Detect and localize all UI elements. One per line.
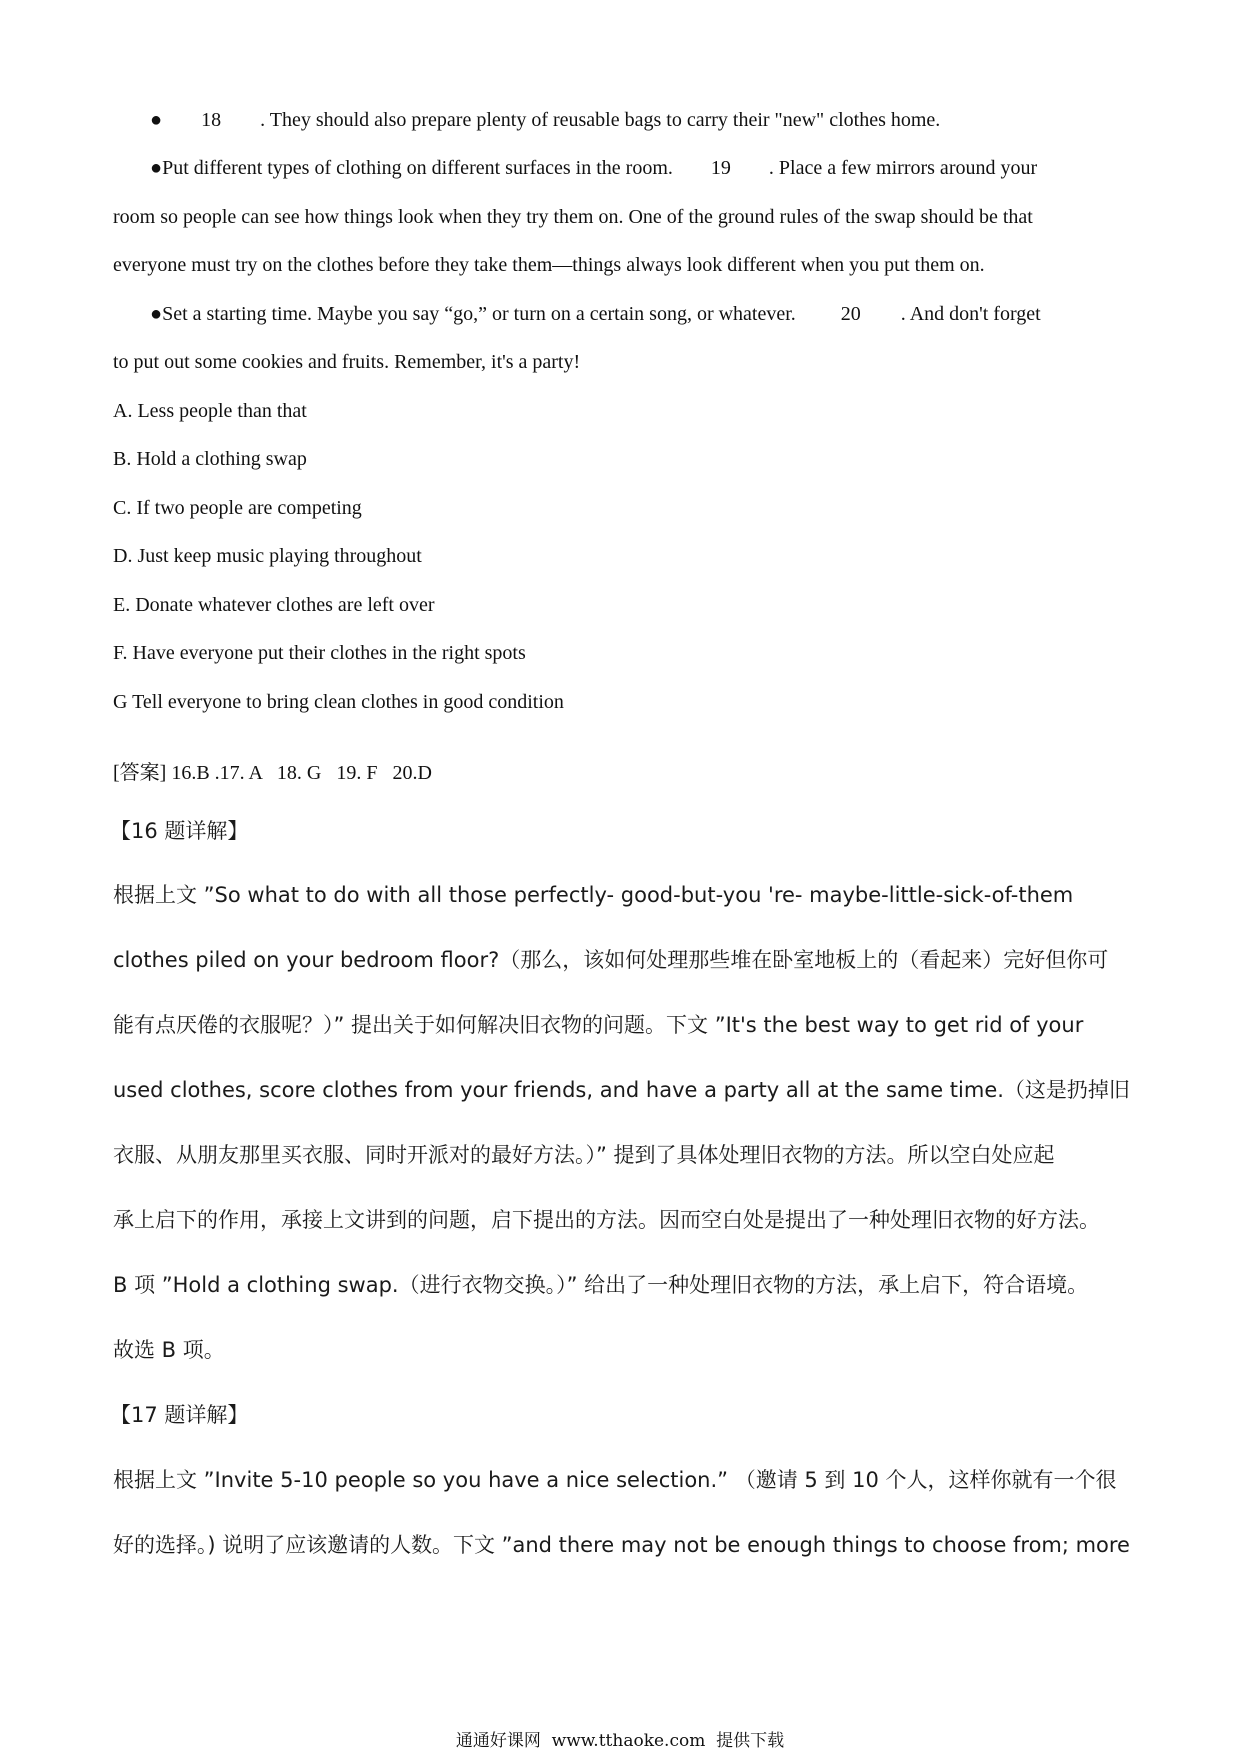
paragraph-19-line-3: everyone must try on the clothes before they take them—things always look different when you put them on. xyxy=(113,254,985,276)
q17-line-1: 根据上文 ”Invite 5-10 people so you have a nice selection.” （邀请 5 到 10 个人，这样你就有一个很 xyxy=(113,1468,1117,1492)
option-d: D. Just keep music playing throughout xyxy=(113,545,422,567)
q16-line-6: 承上启下的作用，承接上文讲到的问题，启下提出的方法。因而空白处是提出了一种处理旧衣物的好方法。 xyxy=(113,1208,1100,1232)
option-c: C. If two people are competing xyxy=(113,497,362,519)
q16-line-3: 能有点厌倦的衣服呢？）” 提出关于如何解决旧衣物的问题。下文 ”It's the best way to get rid of your xyxy=(113,1013,1084,1037)
paragraph-blank-18: ● 18 . They should also prepare plenty of reusable bags to carry their "new" clothes home. xyxy=(150,109,941,131)
q17-heading: 【17 题详解】 xyxy=(110,1403,249,1427)
option-b: B. Hold a clothing swap xyxy=(113,448,307,470)
paragraph-blank-19: ●Put different types of clothing on different surfaces in the room. 19 . Place a few mirrors around your xyxy=(150,157,1038,179)
q16-line-5: 衣服、从朋友那里买衣服、同时开派对的最好方法。）” 提到了具体处理旧衣物的方法。所以空白处应起 xyxy=(113,1143,1055,1167)
answer-key: [答案] 16.B .17. A 18. G 19. F 20.D xyxy=(113,762,432,784)
option-a: A. Less people than that xyxy=(113,400,307,422)
q17-line-2: 好的选择。) 说明了应该邀请的人数。下文 ”and there may not be enough things to choose from; more xyxy=(113,1533,1130,1557)
option-f: F. Have everyone put their clothes in the right spots xyxy=(113,642,526,664)
q16-line-1: 根据上文 ”So what to do with all those perfectly- good-but-you 're- maybe-little-sick-of-them xyxy=(113,883,1074,907)
footer-source: 通通好课网 www.tthaoke.com 提供下载 xyxy=(455,1731,785,1751)
bullet-marker: ● xyxy=(150,109,163,131)
blank-19: 19 xyxy=(710,157,731,179)
q16-heading: 【16 题详解】 xyxy=(110,819,249,843)
paragraph-20-line-2: to put out some cookies and fruits. Remember, it's a party! xyxy=(113,351,581,373)
paragraph-19-line-2: room so people can see how things look when they try them on. One of the ground rules of the swap should be that xyxy=(113,206,1033,228)
q16-line-2: clothes piled on your bedroom floor?（那么，该如何处理那些堆在卧室地板上的（看起来）完好但你可 xyxy=(113,948,1109,972)
q16-line-8: 故选 B 项。 xyxy=(113,1338,225,1362)
paragraph-blank-20: ●Set a starting time. Maybe you say “go,” or turn on a certain song, or whatever. 20 . And don't forget xyxy=(150,303,1041,325)
blank-20: 20 xyxy=(840,303,861,325)
blank-18: 18 xyxy=(201,109,222,131)
q16-line-4: used clothes, score clothes from your friends, and have a party all at the same time.（这是扔掉旧 xyxy=(113,1078,1130,1102)
q16-line-7: B 项 ”Hold a clothing swap.（进行衣物交换。）” 给出了一种处理旧衣物的方法，承上启下，符合语境。 xyxy=(113,1273,1089,1297)
option-e: E. Donate whatever clothes are left over xyxy=(113,594,435,616)
option-g: G Tell everyone to bring clean clothes in good condition xyxy=(113,691,564,713)
